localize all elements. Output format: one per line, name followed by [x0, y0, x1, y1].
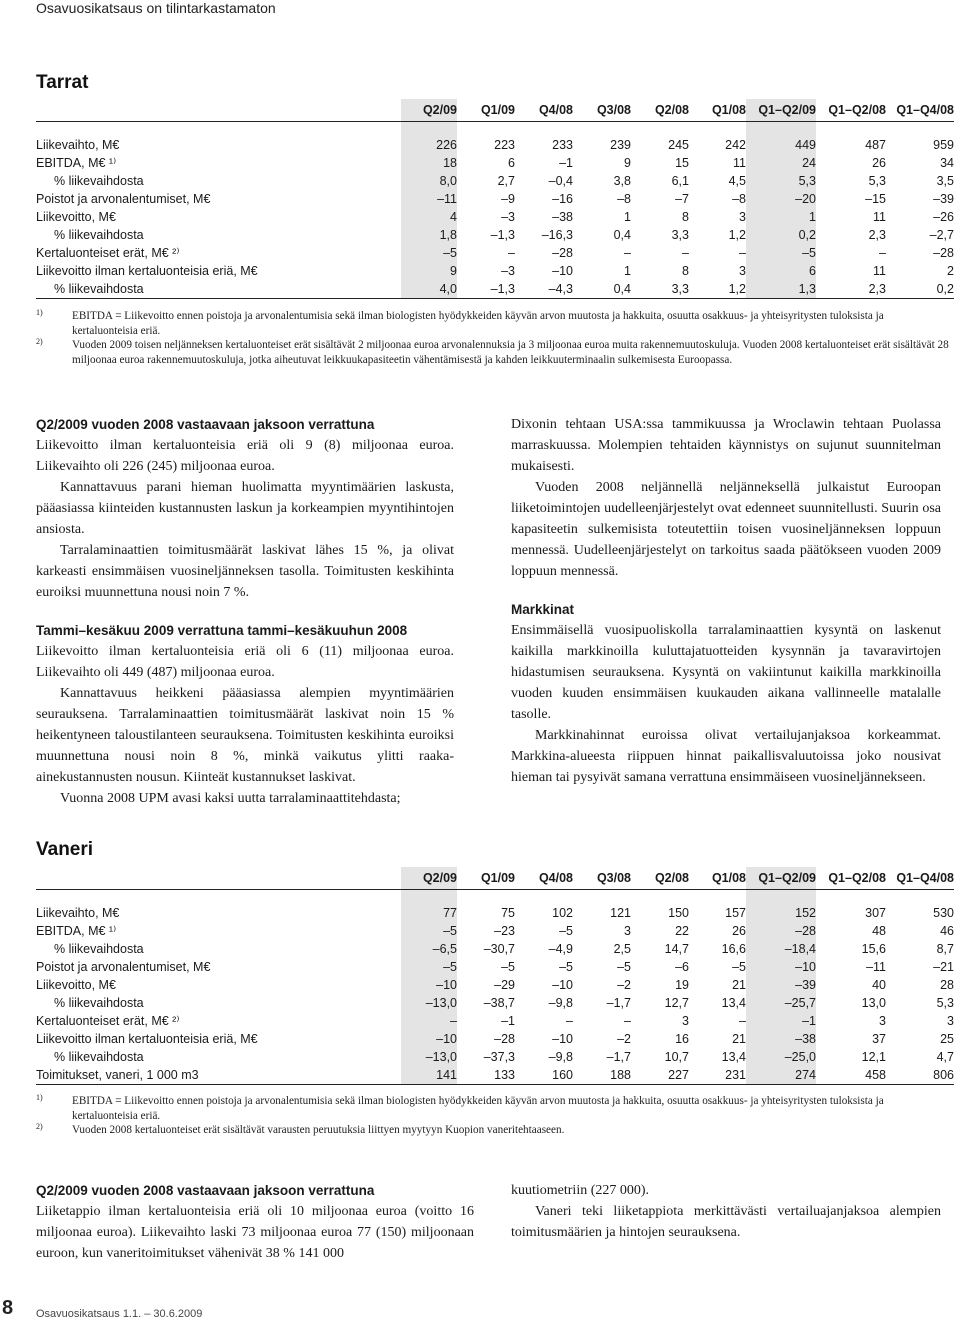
table-cell: 3: [739, 264, 746, 278]
table-cell: –38: [746, 1030, 816, 1048]
table-cell: 307: [865, 906, 886, 920]
table-cell: 133: [457, 1066, 515, 1085]
table-cell: 1: [624, 210, 631, 224]
table-row: [36, 136, 954, 154]
section-title-tarrat: Tarrat: [36, 72, 89, 93]
table-cell: –15: [865, 192, 886, 206]
table-cell: 4: [401, 208, 457, 226]
table-cell: 150: [668, 906, 689, 920]
table-cell: 9: [624, 156, 631, 170]
table-cell: 24: [746, 154, 816, 172]
table-cell: 233: [552, 138, 573, 152]
table-cell: –1: [559, 156, 573, 170]
row-label: Liikevoitto, M€: [36, 978, 116, 992]
table-cell: –26: [933, 210, 954, 224]
table-cell: –20: [746, 190, 816, 208]
paragraph: Dixonin tehtaan USA:ssa tammikuussa ja Wroclawin tehtaan Puolassa marraskuussa. Molempien tehtaiden käynnistys on sujunut suunnitelman mukaisesti.: [511, 417, 941, 474]
table-header-row: [36, 99, 954, 122]
row-label: Liikevoitto, M€: [36, 210, 116, 224]
section-title-vaneri: Vaneri: [36, 839, 94, 860]
table-cell: 2,3: [868, 228, 886, 242]
table-cell: 239: [610, 138, 631, 152]
table-cell: 2,3: [816, 280, 886, 299]
table-cell: 15: [675, 156, 689, 170]
table-cell: 22: [675, 924, 689, 938]
table-cell: 8,0: [401, 172, 457, 190]
footnote-mark: 1): [36, 1093, 43, 1102]
table-cell: 1: [624, 264, 631, 278]
table-cell: –25,0: [746, 1048, 816, 1066]
table-cell: –11: [401, 190, 457, 208]
table-cell: –1,3: [457, 280, 515, 299]
table-cell: 245: [668, 138, 689, 152]
row-label: Kertaluonteiset erät, M€ ²⁾: [36, 246, 180, 260]
table-cell: –6: [675, 960, 689, 974]
table-cell: –8: [732, 192, 746, 206]
footnote: [36, 1094, 952, 1123]
table-cell: –5: [559, 924, 573, 938]
table-cell: 141: [401, 1066, 457, 1085]
paragraph: Liiketappio ilman kertaluonteisia eriä oli 10 miljoonaa euroa (voitto 16 miljoonaa euroa). Liikevaihto laski 73 miljoonaa euroa 77 (150) miljoonaan euroon, kun vaneritoimitukset vähenivät 38 % 141 000: [36, 1204, 474, 1261]
table-cell: 12,1: [861, 1050, 886, 1064]
row-label: Poistot ja arvonalentumiset, M€: [36, 960, 211, 974]
table-cell: –3: [501, 264, 515, 278]
table-cell: 188: [573, 1066, 631, 1085]
table-cell: 13,4: [721, 996, 746, 1010]
column-header: Q1/08: [689, 99, 746, 122]
table-cell: –: [508, 246, 515, 260]
footnote-mark: 2): [36, 1122, 43, 1131]
table-cell: 4,0: [401, 280, 457, 299]
table-cell: 48: [872, 924, 886, 938]
table-cell: 9: [401, 262, 457, 280]
table-cell: –9,8: [548, 996, 573, 1010]
table-cell: 242: [725, 138, 746, 152]
table-cell: 10,7: [664, 1050, 689, 1064]
table-header-row: [36, 867, 954, 890]
paragraph: Kannattavuus heikkeni pääasiassa alempien myyntimäärien seurauksena. Tarralaminaattien toimitusmäärät laskivat noin 15 % heikentyneen taloustilanteen seurauksena. Toimitusten keskihinta euroiksi muunnettuna nousi noin 8 %, minkä vaikutus ylitti raaka-ainekustannusten nousun. Kiinteät kustannukset laskivat.: [36, 686, 454, 785]
column-header: Q1–Q2/09: [746, 867, 816, 890]
table-cell: 18: [401, 154, 457, 172]
paragraph: Vuoden 2008 neljännellä neljänneksellä julkaistut Euroopan liiketoimintojen uudelleenjärjestelyt ovat edenneet suunnitellusti. Suurin osa kapasiteetin sulkemisista toteutettiin toisen vuosineljänneksen loppuun mennessä. Uudelleenjärjestelyt on tarkoitus saada päätökseen vuoden 2009 loppuun mennessä.: [511, 480, 941, 579]
table-row: [36, 172, 954, 190]
paragraph: Vaneri teki liiketappiota merkittävästi vertailuajanjaksoa alempien toimitusmäärien ja hintojen seurauksena.: [511, 1204, 941, 1240]
table-cell: 21: [732, 978, 746, 992]
column-header: Q2/08: [631, 867, 689, 890]
table-cell: 1,2: [689, 280, 746, 299]
table-cell: –28: [746, 922, 816, 940]
table-cell: 8: [682, 210, 689, 224]
table-cell: –29: [494, 978, 515, 992]
footnote-mark: 2): [36, 337, 43, 346]
page-number: 8: [2, 1297, 14, 1319]
table-row: [36, 262, 954, 280]
column-header: Q3/08: [573, 99, 631, 122]
row-label: % liikevaihdosta: [54, 174, 144, 188]
table-cell: 15,6: [861, 942, 886, 956]
row-label: Liikevoitto ilman kertaluonteisia eriä, M€: [36, 264, 258, 278]
table-cell: 102: [552, 906, 573, 920]
table-cell: –18,4: [746, 940, 816, 958]
table-cell: 449: [746, 136, 816, 154]
table-row: [36, 994, 954, 1012]
table-cell: –: [739, 1014, 746, 1028]
footnote-text: EBITDA = Liikevoitto ennen poistoja ja arvonalentumisia sekä ilman biologisten hyödykkeiden käyvän arvon muutosta ja hakkuita, osuutta osakkuus- ja yhteisyritysten tuloksista ja kertaluonteisia eriä.: [72, 310, 884, 337]
table-row: [36, 976, 954, 994]
row-label: % liikevaihdosta: [54, 1050, 144, 1064]
table-cell: 16: [675, 1032, 689, 1046]
row-label: % liikevaihdosta: [54, 942, 144, 956]
column-header: Q2/08: [631, 99, 689, 122]
table-cell: 3: [947, 1014, 954, 1028]
row-label: Toimitukset, vaneri, 1 000 m3: [36, 1066, 401, 1085]
paragraph: Liikevoitto ilman kertaluonteisia eriä oli 6 (11) miljoonaa euroa. Liikevaihto oli 449 (487) miljoonaa euroa.: [36, 644, 454, 680]
row-label: % liikevaihdosta: [36, 280, 401, 299]
table-cell: –1: [746, 1012, 816, 1030]
table-row: [36, 244, 954, 262]
table-cell: –38,7: [483, 996, 515, 1010]
table-row: [36, 226, 954, 244]
paragraph: kuutiometriin (227 000).: [511, 1183, 650, 1198]
table-cell: –5: [559, 960, 573, 974]
column-header: Q1–Q4/08: [886, 99, 954, 122]
table-cell: –1,7: [606, 996, 631, 1010]
table-cell: –5: [746, 244, 816, 262]
table-cell: 2,7: [497, 174, 515, 188]
table-cell: –10: [552, 978, 573, 992]
column-header: Q3/08: [573, 867, 631, 890]
table-cell: –10: [401, 1030, 457, 1048]
table-cell: –11: [866, 960, 886, 974]
table-row: [36, 190, 954, 208]
table-cell: 806: [886, 1066, 954, 1085]
paragraph: Tarralaminaattien toimitusmäärät laskivat lähes 15 %, ja olivat karkeasti ensimmäisen vuosineljänneksen tasolla. Toimitusten keskihinta euroiksi muunnettuna nousi noin 7 %.: [36, 543, 454, 600]
vaneri-footnotes: [36, 1094, 952, 1138]
table-row: [36, 1030, 954, 1048]
table-row: [36, 280, 954, 299]
table-cell: 3,3: [671, 228, 689, 242]
row-label: % liikevaihdosta: [54, 228, 144, 242]
table-cell: –5: [501, 960, 515, 974]
table-row: [36, 1048, 954, 1066]
table-cell: 11: [873, 264, 886, 278]
running-header: Osavuosikatsaus on tilintarkastamaton: [36, 0, 276, 16]
table-cell: –39: [746, 976, 816, 994]
column-header: Q1–Q2/08: [816, 867, 886, 890]
table-cell: 14,7: [664, 942, 689, 956]
table-cell: –1: [501, 1014, 515, 1028]
table-cell: –: [682, 246, 689, 260]
table-cell: 3,5: [936, 174, 954, 188]
column-header: Q4/08: [515, 867, 573, 890]
table-cell: –13,0: [401, 994, 457, 1012]
table-cell: 8,7: [936, 942, 954, 956]
table-cell: 231: [689, 1066, 746, 1085]
footnote-text: Vuoden 2009 toisen neljänneksen kertaluonteiset erät sisältävät 2 miljoonaa euroa arvonalennuksia ja 3 miljoonaa euroa muita rakennemuutoskuluja. Vuoden 2008 kertaluonteiset erät sisältävät 28 miljoonaa euroa rakennemuutoskuluja, jotka aiheutuvat leikkuukapasiteetin vähentämisestä ja kahden leikkuuterminaalin sulkemisesta Euroopassa.: [72, 339, 949, 366]
table-row: [36, 1012, 954, 1030]
footnote: [36, 338, 952, 367]
row-label: Liikevaihto, M€: [36, 906, 120, 920]
column-header: Q4/08: [515, 99, 573, 122]
table-row: [36, 154, 954, 172]
row-label: EBITDA, M€ ¹⁾: [36, 924, 117, 938]
table-cell: 157: [725, 906, 746, 920]
table-cell: 223: [494, 138, 515, 152]
table-cell: 3,3: [631, 280, 689, 299]
table-cell: 0,2: [886, 280, 954, 299]
table-row: [36, 940, 954, 958]
table-cell: –38: [552, 210, 573, 224]
table-cell: –: [624, 1014, 631, 1028]
table-cell: 0,2: [746, 226, 816, 244]
column-header: Q2/09: [401, 99, 457, 122]
table-cell: 959: [933, 138, 954, 152]
table-cell: –37,3: [483, 1050, 515, 1064]
table-cell: –: [566, 1014, 573, 1028]
table-cell: 46: [940, 924, 954, 938]
table-cell: 13,0: [861, 996, 886, 1010]
row-label: EBITDA, M€ ¹⁾: [36, 156, 117, 170]
table-cell: –5: [401, 244, 457, 262]
row-label: Liikevaihto, M€: [36, 138, 120, 152]
table-cell: 5,3: [746, 172, 816, 190]
table-cell: –2: [617, 978, 631, 992]
table-cell: 3: [682, 1014, 689, 1028]
table-cell: –8: [617, 192, 631, 206]
heading-markkinat: Markkinat: [511, 602, 575, 617]
table-cell: –10: [552, 264, 573, 278]
table-cell: 5,3: [936, 996, 954, 1010]
table-cell: 8: [682, 264, 689, 278]
table-cell: –5: [401, 958, 457, 976]
table-cell: –28: [494, 1032, 515, 1046]
table-cell: 3,8: [613, 174, 631, 188]
row-label: % liikevaihdosta: [54, 996, 144, 1010]
table-cell: –16,3: [541, 228, 573, 242]
table-cell: 11: [733, 156, 746, 170]
table-cell: –2,7: [929, 228, 954, 242]
table-cell: 227: [631, 1066, 689, 1085]
table-cell: 530: [933, 906, 954, 920]
footnote-text: EBITDA = Liikevoitto ennen poistoja ja arvonalentumisia sekä ilman biologisten hyödykkeiden käyvän arvon muutosta ja hakkuita, osuutta osakkuus- ja yhteisyritysten tuloksista ja kertaluonteisia eriä.: [72, 1095, 884, 1122]
table-row: [36, 958, 954, 976]
table-cell: 11: [873, 210, 886, 224]
row-label: Liikevoitto ilman kertaluonteisia eriä, M€: [36, 1032, 258, 1046]
table-cell: 160: [515, 1066, 573, 1085]
table-cell: –28: [933, 246, 954, 260]
tarrat-table: [36, 99, 954, 299]
table-cell: 21: [732, 1032, 746, 1046]
table-cell: 6,1: [671, 174, 689, 188]
column-header: Q1/08: [689, 867, 746, 890]
vaneri-text-right: [511, 1180, 941, 1243]
table-cell: 226: [401, 136, 457, 154]
row-label: Kertaluonteiset erät, M€ ²⁾: [36, 1014, 180, 1028]
footnote-text: Vuoden 2008 kertaluonteiset erät sisältävät varausten peruutuksia liittyen myytyyn Kuopion vaneritehtaaseen.: [72, 1124, 565, 1136]
table-cell: 75: [501, 906, 515, 920]
paragraph: Vuonna 2008 UPM avasi kaksi uutta tarralaminaattitehdasta;: [60, 791, 401, 806]
column-header: Q1–Q2/08: [816, 99, 886, 122]
table-cell: –25,7: [746, 994, 816, 1012]
table-cell: 2: [947, 264, 954, 278]
table-row: [36, 1066, 954, 1085]
table-cell: 5,3: [868, 174, 886, 188]
table-cell: –: [624, 246, 631, 260]
paragraph: Ensimmäisellä vuosipuoliskolla tarralaminaattien kysyntä on laskenut kaikilla markkinoilla kuluttajatuotteiden kysynnän ja tavaravirtojen hidastumisen seurauksena. Kysyntä on vakiintunut kaikilla markkinoilla vuoden kuuden ensimmäisen kuukauden aikana vallinneelle matalalle tasolle.: [511, 623, 941, 722]
table-cell: –5: [617, 960, 631, 974]
footnote: [36, 309, 952, 338]
table-cell: 37: [872, 1032, 886, 1046]
heading-q2-comparison: Q2/2009 vuoden 2008 vastaavaan jaksoon verrattuna: [36, 1183, 375, 1198]
table-cell: –5: [401, 922, 457, 940]
table-cell: 458: [816, 1066, 886, 1085]
heading-h1-comparison: Tammi–kesäkuu 2009 verrattuna tammi–kesäkuuhun 2008: [36, 623, 408, 638]
table-cell: –: [401, 1012, 457, 1030]
table-cell: 121: [610, 906, 631, 920]
table-cell: –10: [401, 976, 457, 994]
table-cell: 487: [865, 138, 886, 152]
table-cell: –7: [675, 192, 689, 206]
tarrat-footnotes: [36, 309, 952, 367]
table-cell: –2: [617, 1032, 631, 1046]
paragraph: Kannattavuus parani hieman huolimatta myyntimäärien laskusta, pääasiassa kiinteiden kustannusten laskun ja korkeampien myyntihintojen ansiosta.: [36, 480, 454, 537]
table-cell: –10: [746, 958, 816, 976]
table-cell: 34: [940, 156, 954, 170]
table-cell: 16,6: [721, 942, 746, 956]
table-cell: 6: [746, 262, 816, 280]
column-header: Q2/09: [401, 867, 457, 890]
table-cell: –9: [501, 192, 515, 206]
vaneri-text-left: [36, 1180, 474, 1264]
table-cell: –3: [501, 210, 515, 224]
table-cell: 4,7: [936, 1050, 954, 1064]
table-cell: –28: [552, 246, 573, 260]
table-cell: –4,3: [515, 280, 573, 299]
table-cell: –: [739, 246, 746, 260]
table-cell: –13,0: [401, 1048, 457, 1066]
paragraph: Liikevoitto ilman kertaluonteisia eriä oli 9 (8) miljoonaa euroa. Liikevaihto oli 226 (245) miljoonaa euroa.: [36, 438, 454, 474]
heading-q2-comparison: Q2/2009 vuoden 2008 vastaavaan jaksoon verrattuna: [36, 417, 375, 432]
table-cell: –4,9: [548, 942, 573, 956]
table-cell: 12,7: [664, 996, 689, 1010]
table-cell: –23: [494, 924, 515, 938]
row-label: Poistot ja arvonalentumiset, M€: [36, 192, 211, 206]
column-header-label: [36, 867, 401, 890]
table-cell: 1,2: [728, 228, 746, 242]
table-cell: 28: [940, 978, 954, 992]
table-cell: 3: [624, 924, 631, 938]
table-cell: 25: [940, 1032, 954, 1046]
table-cell: 1,3: [746, 280, 816, 299]
column-header: Q1/09: [457, 867, 515, 890]
tarrat-text-right: [511, 414, 941, 788]
column-header: Q1–Q4/08: [886, 867, 954, 890]
footer-text: Osavuosikatsaus 1.1. – 30.6.2009: [36, 1308, 203, 1320]
table-row: [36, 904, 954, 922]
table-cell: 26: [732, 924, 746, 938]
table-row: [36, 208, 954, 226]
table-cell: –21: [933, 960, 954, 974]
footnote-mark: 1): [36, 308, 43, 317]
table-cell: –5: [732, 960, 746, 974]
table-cell: –16: [552, 192, 573, 206]
table-cell: –9,8: [548, 1050, 573, 1064]
column-header: Q1/09: [457, 99, 515, 122]
footnote: [36, 1123, 952, 1138]
table-cell: 1,8: [401, 226, 457, 244]
vaneri-table: [36, 867, 954, 1085]
paragraph: Markkinahinnat euroissa olivat vertailujanjaksoa korkeammat. Markkina-alueesta riippuen hinnat paikallisvaluutoissa joko nousivat hieman tai pysyivät samana verrattuna ensimmäiseen vuosineljännekseen.: [511, 728, 941, 785]
table-cell: –0,4: [548, 174, 573, 188]
table-cell: 13,4: [721, 1050, 746, 1064]
table-cell: –1,7: [606, 1050, 631, 1064]
table-cell: –39: [933, 192, 954, 206]
table-cell: –30,7: [483, 942, 515, 956]
table-cell: 3: [739, 210, 746, 224]
table-cell: 19: [675, 978, 689, 992]
tarrat-text-left: [36, 414, 454, 809]
table-cell: –1,3: [490, 228, 515, 242]
table-cell: 40: [872, 978, 886, 992]
table-cell: 6: [508, 156, 515, 170]
column-header: Q1–Q2/09: [746, 99, 816, 122]
column-header-label: [36, 99, 401, 122]
table-cell: –10: [552, 1032, 573, 1046]
table-cell: –6,5: [401, 940, 457, 958]
table-cell: –: [879, 246, 886, 260]
table-cell: 2,5: [613, 942, 631, 956]
table-cell: 0,4: [613, 228, 631, 242]
table-cell: 3: [879, 1014, 886, 1028]
table-cell: 77: [401, 904, 457, 922]
table-cell: 274: [746, 1066, 816, 1085]
table-cell: 0,4: [573, 280, 631, 299]
table-cell: 4,5: [728, 174, 746, 188]
table-cell: 26: [872, 156, 886, 170]
table-cell: 152: [746, 904, 816, 922]
table-row: [36, 922, 954, 940]
table-cell: 1: [746, 208, 816, 226]
